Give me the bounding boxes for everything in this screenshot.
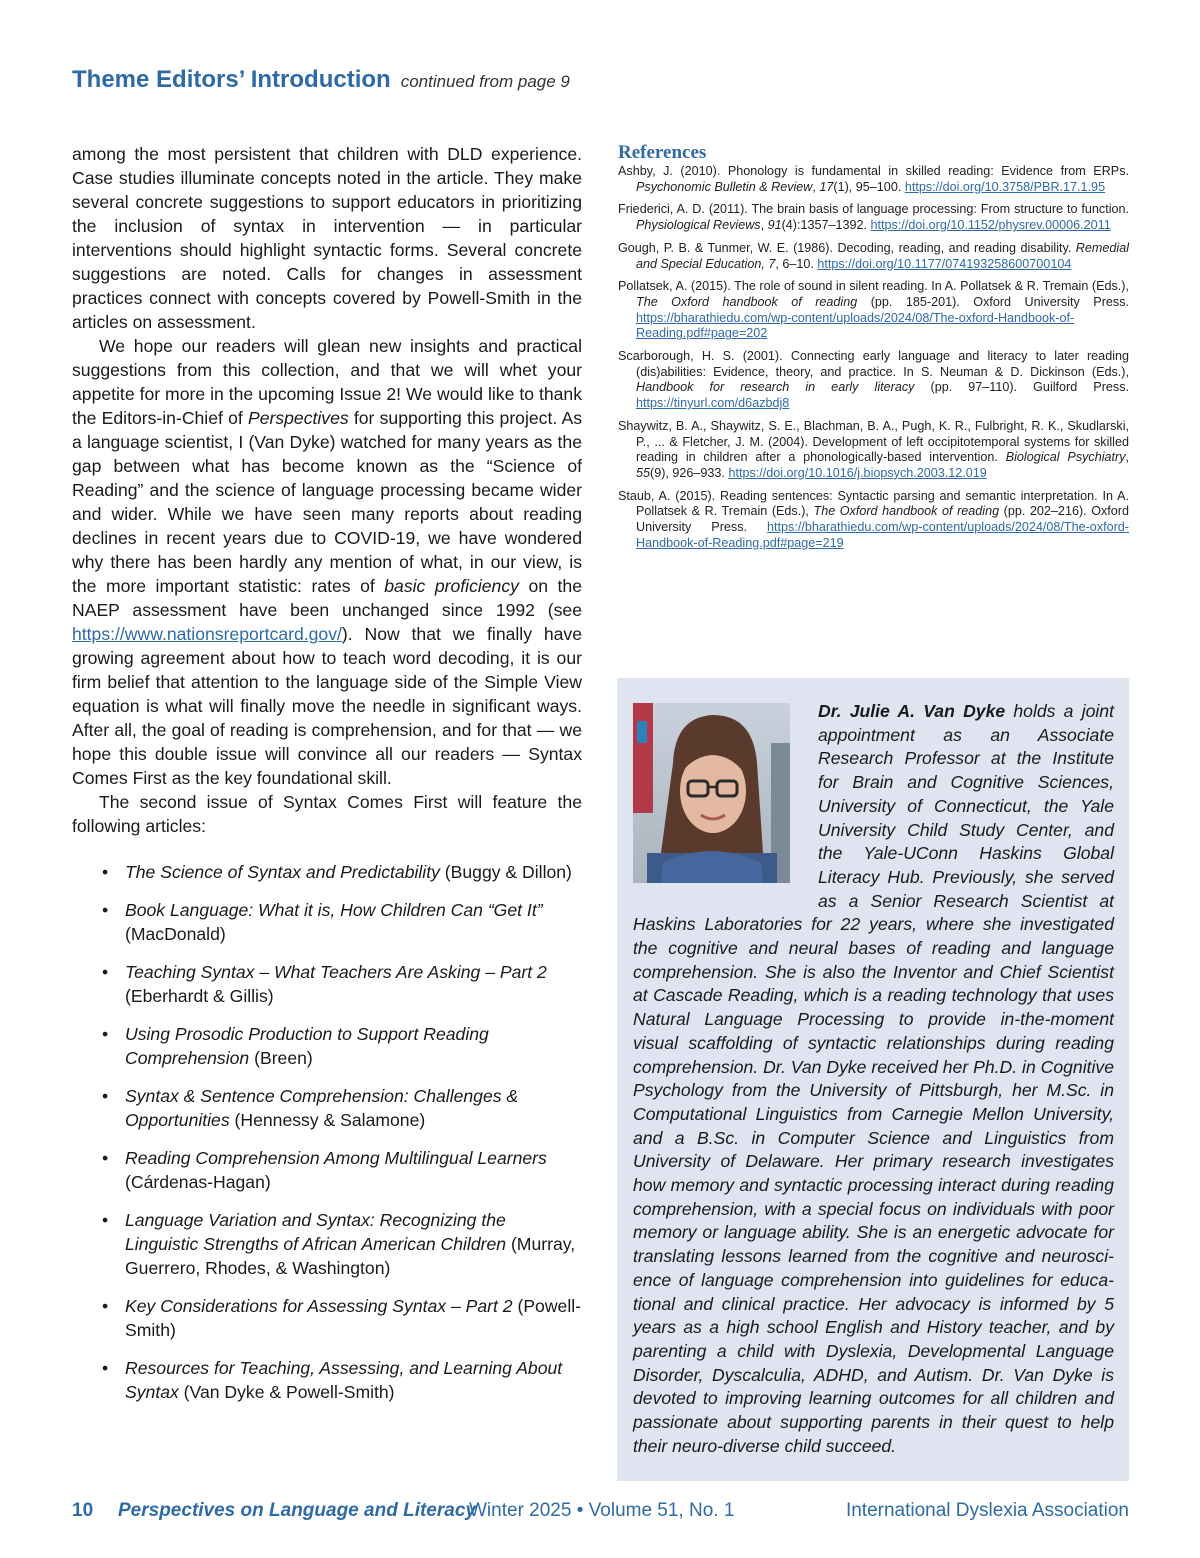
article-authors: (Buggy & Dillon) (439, 862, 572, 882)
organization-name: International Dyslexia Association (845, 1500, 1129, 1521)
page-number: 10 (72, 1500, 94, 1521)
bullet-icon: • (102, 1296, 109, 1316)
article-authors: (Powell-Smith) (125, 1296, 582, 1340)
bullet-icon: • (102, 1086, 109, 1106)
references-section (618, 142, 1129, 558)
reference-link[interactable]: https://doi.org/10.1016/j.biopsych.2003.12.019 (728, 465, 987, 480)
list-item (72, 1084, 582, 1132)
author-name: Dr. Julie A. Van Dyke (818, 701, 1006, 721)
references-heading: References (618, 142, 707, 163)
article-title: The Science of Syntax and Predictability (125, 862, 440, 882)
section-title: Theme Editors’ Introduction (72, 66, 391, 93)
paragraph-3: The second issue of Syntax Comes First will feature the following articles: (72, 792, 582, 836)
reference-link[interactable]: https://doi.org/10.1177/074193258600700104 (817, 256, 1072, 271)
main-column (72, 142, 582, 1418)
list-item (72, 860, 582, 884)
list-item (72, 1022, 582, 1070)
article-title: Teaching Syntax – What Teachers Are Asking – Part 2 (125, 962, 547, 982)
author-photo (633, 703, 790, 883)
list-item (72, 1294, 582, 1342)
paragraph-1: among the most persistent that children with DLD experience. Case studies illuminate concepts noted in the article. They make several concrete suggestions to support educators in prioritizing the inclusion of syntax in intervention — in particular interventions should highlight syntactic forms. Several concrete suggestions are noted. Calls for changes in assessment practices connect with concepts covered by Powell-Smith in the articles on assessment. (72, 144, 582, 332)
reference-item: Pollatsek, A. (2015). The role of sound in silent reading. In A. Pollatsek & R. Tremain (Eds.), The Oxford handbook of reading (pp. 185-201). Oxford University Press. https://bharathiedu.com/wp-content/uploads/2024/08/The-oxford-Handbook-of-Reading.pdf#page=202 (618, 279, 1129, 341)
bio-text: holds a joint appointment as an Associate Research Professor at the Institute for Brain and Cognitive Sciences, University of Connecticut, the Yale University Child Study Center, and the Yale-UConn Haskins Global Literacy Hub. Previously, she served as a Senior Research Scientist at Haskins Laboratories for 22 years, where she investigated the cognitive and neural bases of reading and language comprehension. She is also the Inventor and Chief Scientist at Cascade Reading, which is a reading technology that uses Natural Language Processing to provide in-the-moment visual scaffolding of syntactic relationships during reading comprehension. Dr. Van Dyke received her Ph.D. in Cognitive Psychology from the University of Pittsburgh, her M.Sc. in Computational Linguistics from Carnegie Mellon University, and a B.Sc. in Computer Science and Linguistics from University of Delaware. Her primary research investigates how memory and syntactic processing interact during reading comprehension, with a special focus on individuals with poor memory or language ability. She is an energetic advocate for translating lessons learned from the cognitive and neuroscience of language comprehension into guidelines for educational and clinical practice. Her advocacy is informed by 5 years as a high school English and History teacher, and by parenting a child with Dyslexia, Developmental Language Disorder, Dyscalculia, ADHD, and Autism. Dr. Van Dyke is devoted to improving learning outcomes for all children and passionate about supporting parents in their quest to help their neuro-diverse child succeed. (633, 701, 1114, 1456)
journal-title: Perspectives on Language and Literacy (118, 1500, 476, 1521)
list-item (72, 1146, 582, 1194)
article-title: Syntax & Sentence Comprehension: Challenges & Opportunities (125, 1086, 519, 1130)
page-footer (72, 1500, 1129, 1526)
article-title: Reading Comprehension Among Multilingual Learners (125, 1148, 547, 1168)
reference-item: Ashby, J. (2010). Phonology is fundamental in skilled reading: Evidence from ERPs. Psychonomic Bulletin & Review, 17(1), 95–100. https://doi.org/10.3758/PBR.17.1.95 (618, 164, 1129, 194)
article-authors: (Eberhardt & Gillis) (125, 986, 274, 1006)
list-item (72, 960, 582, 1008)
reference-list (618, 164, 1129, 551)
reference-item: Friederici, A. D. (2011). The brain basis of language processing: From structure to function. Physiological Reviews, 91(4):1357–1392. https://doi.org/10.1152/physrev.00006.2011 (618, 202, 1129, 233)
reference-item: Staub, A. (2015). Reading sentences: Syntactic parsing and semantic interpretation. In A. Pollatsek & R. Tremain (Eds.), The Oxford handbook of reading (pp. 202–216). Oxford University Press. https://bharathiedu.com/wp-content/uploads/2024/08/The-oxford-Handbook-of-Reading.pdf#page=219 (618, 488, 1129, 550)
reference-link[interactable]: https://bharathiedu.com/wp-content/uploads/2024/08/The-oxford-Handbook-of-Reading.pdf#page=219 (636, 520, 1129, 550)
bullet-icon: • (102, 862, 109, 882)
bullet-icon: • (102, 1358, 109, 1378)
reference-item: Shaywitz, B. A., Shaywitz, S. E., Blachman, B. A., Pugh, K. R., Fulbright, R. K., Skudlarski, P., ... & Fletcher, J. M. (2004). Development of left occipitotemporal systems for skilled reading in children after a phonologically-based intervention. Biological Psychiatry, 55(9), 926–933. https://doi.org/10.1016/j.biopsych.2003.12.019 (618, 418, 1129, 480)
reference-link[interactable]: https://doi.org/10.1152/physrev.00006.2011 (870, 218, 1111, 233)
article-list (72, 860, 582, 1404)
article-title: Key Considerations for Assessing Syntax – Part 2 (125, 1296, 513, 1316)
article-authors: (Murray, Guerrero, Rhodes, & Washington) (125, 1234, 576, 1278)
list-item (72, 1356, 582, 1404)
article-title: Using Prosodic Production to Support Reading Comprehension (125, 1024, 489, 1068)
reference-item: Scarborough, H. S. (2001). Connecting early language and literacy to later reading (dis)abilities: Evidence, theory, and practice. In S. Neuman & D. Dickinson (Eds.), Handbook for research in early literacy (pp. 97–110). Guilford Press. https://tinyurl.com/d6azbdj8 (618, 349, 1129, 411)
article-title: Book Language: What it is, How Children Can “Get It” (125, 900, 543, 920)
continued-note: continued from page 9 (400, 72, 570, 91)
article-title: Language Variation and Syntax: Recognizing the Linguistic Strengths of African American Children (125, 1210, 507, 1254)
article-authors: (Cárdenas-Hagan) (125, 1172, 271, 1192)
list-item (72, 1208, 582, 1280)
bullet-icon: • (102, 1148, 109, 1168)
article-authors: (Hennessy & Salamone) (229, 1110, 426, 1130)
bullet-icon: • (102, 1024, 109, 1044)
bullet-icon: • (102, 962, 109, 982)
naep-link[interactable]: https://www.nationsreportcard.gov/ (72, 624, 342, 644)
page-header (72, 66, 1132, 94)
reference-link[interactable]: https://bharathiedu.com/wp-content/uploads/2024/08/The-oxford-Handbook-of-Reading.pdf#page=202 (636, 310, 1075, 341)
reference-link[interactable]: https://tinyurl.com/d6azbdj8 (636, 396, 790, 411)
reference-link[interactable]: https://doi.org/10.3758/PBR.17.1.95 (904, 179, 1106, 194)
reference-item: Gough, P. B. & Tunmer, W. E. (1986). Decoding, reading, and reading disability. Remedial and Special Education, 7, 6–10. https://doi.org/10.1177/074193258600700104 (618, 240, 1129, 271)
article-authors: (Breen) (249, 1048, 313, 1068)
issue-info: Winter 2025 • Volume 51, No. 1 (469, 1500, 735, 1521)
article-authors: (MacDonald) (125, 924, 226, 944)
bullet-icon: • (102, 1210, 109, 1230)
article-authors: (Van Dyke & Powell-Smith) (178, 1382, 395, 1402)
article-title: Resources for Teaching, Assessing, and Learning About Syntax (125, 1358, 563, 1402)
list-item (72, 898, 582, 946)
bullet-icon: • (102, 900, 109, 920)
paragraph-2: We hope our readers will glean new insights and practical suggestions from this collection, and that we will whet your appetite for more in the upcoming Issue 2! We would like to thank the Editors-in-Chief of Perspectives for supporting this project. As a language scientist, I (Van Dyke) watched for many years as the gap between what has become known as the “Science of Reading” and the science of language processing became wider and wider. While we have seen many reports about reading declines in recent years due to COVID-19, we have wondered why there has been hardly any mention of what, in our view, is the more important statistic: rates of basic proficiency on the NAEP assessment have been unchanged since 1992 (see https://www.nationsreportcard.gov/). Now that we finally have growing agreement about how to teach word decoding, it is our firm belief that attention to the language side of the Simple View equation is what will finally move the needle in significant ways. After all, the goal of reading is comprehension, and for that — we hope this double issue will convince all our readers — Syntax Comes First as the key foundational skill. (72, 336, 582, 788)
